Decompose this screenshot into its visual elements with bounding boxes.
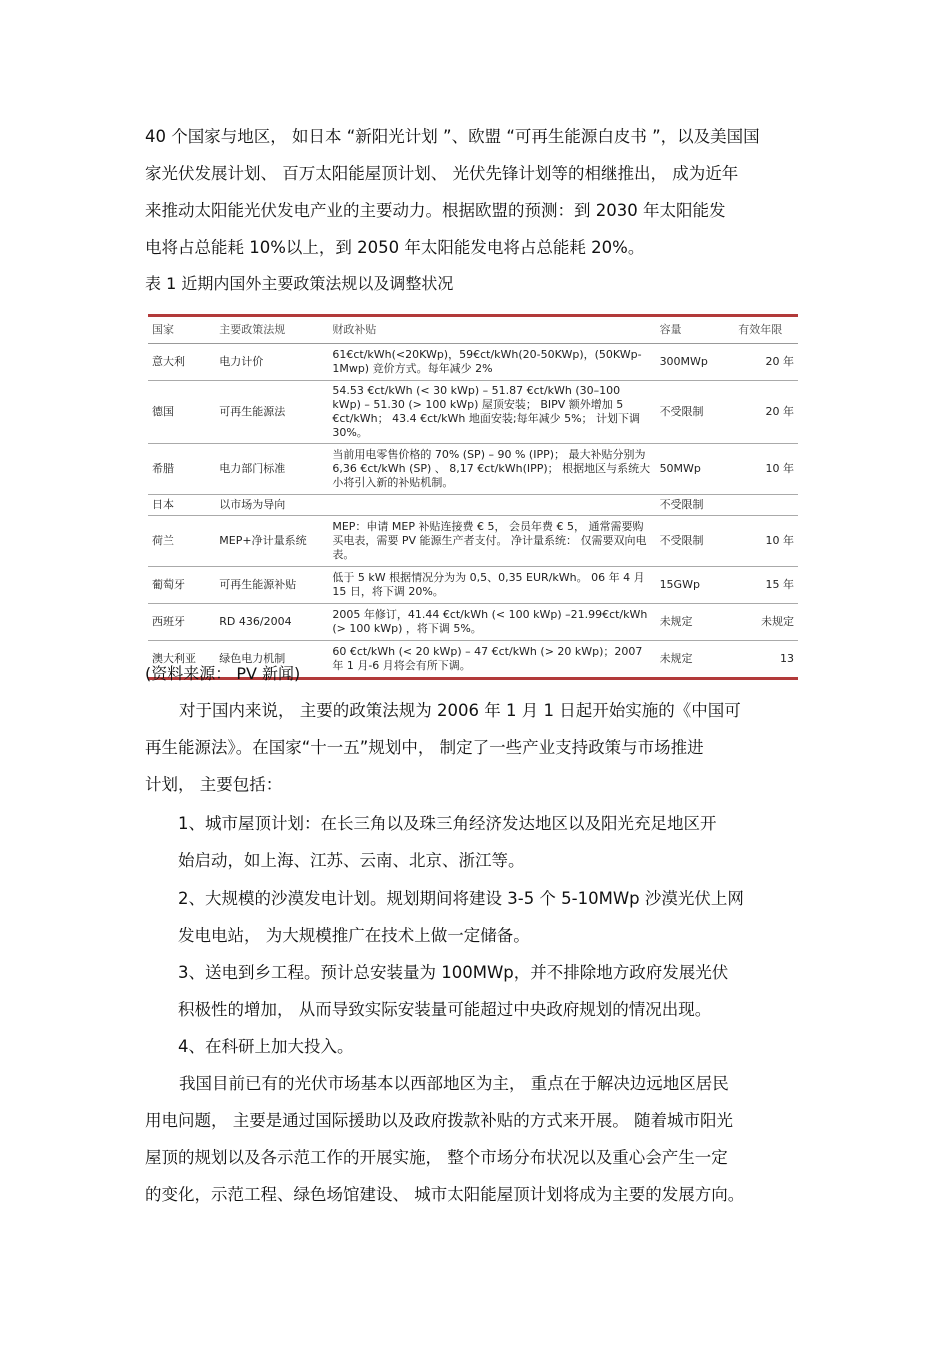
policy-table — [148, 314, 798, 680]
cell-capacity: 不受限制 — [656, 495, 735, 516]
table-row — [148, 381, 798, 444]
conclusion-line: 的变化，示范工程、绿色场馆建设、 城市太阳能屋顶计划将成为主要的发展方向。 — [145, 1185, 745, 1204]
cell-capacity: 15GWp — [656, 567, 735, 604]
list-item — [178, 1028, 808, 1065]
cell-law: 绿色电力机制 — [215, 641, 328, 679]
cell-country: 希腊 — [148, 444, 215, 495]
cell-law: 可再生能源法 — [215, 381, 328, 444]
conclusion-line: 屋顶的规划以及各示范工作的开展实施， 整个市场分布状况以及重心会产生一定 — [145, 1148, 728, 1167]
cell-country: 德国 — [148, 381, 215, 444]
cell-country: 日本 — [148, 495, 215, 516]
list-line: 始启动，如上海、江苏、云南、北京、浙江等。 — [178, 851, 525, 870]
list-line: 2、大规模的沙漠发电计划。规划期间将建设 3-5 个 5-10MWp 沙漠光伏上网 — [178, 889, 744, 908]
cell-years: 10 年 — [734, 444, 798, 495]
cell-years — [734, 495, 798, 516]
cell-subsidy: 54.53 €ct/kWh (< 30 kWp) – 51.87 €ct/kWh (30–100 kWp) – 51.30 (> 100 kWp) 屋顶安装； BIPV 额外增加 5 €ct/kWh； 43.4 €ct/kWh 地面安装;每年减少 5%； 计划下调 30%。 — [328, 381, 655, 444]
cell-law: 电力计价 — [215, 344, 328, 381]
intro-paragraph — [145, 118, 805, 266]
list-line: 1、城市屋顶计划：在长三角以及珠三角经济发达地区以及阳光充足地区开 — [178, 814, 717, 833]
list-item — [178, 805, 808, 879]
cell-law: 电力部门标准 — [215, 444, 328, 495]
list-item — [178, 954, 808, 1028]
header-capacity: 容量 — [659, 323, 682, 336]
cell-country: 意大利 — [148, 344, 215, 381]
cell-subsidy: 61€ct/kWh(<20KWp)，59€ct/kWh(20-50KWp)，(50KWp-1Mwp) 竞价方式。每年减少 2% — [328, 344, 655, 381]
cell-law: 可再生能源补贴 — [215, 567, 328, 604]
cell-capacity: 不受限制 — [656, 516, 735, 567]
header-subsidy: 财政补贴 — [332, 323, 377, 336]
cell-subsidy — [328, 495, 655, 516]
table-row — [148, 444, 798, 495]
conclusion-paragraph — [145, 1065, 805, 1213]
table-caption: 表 1 近期内国外主要政策法规以及调整状况 — [145, 274, 454, 293]
domestic-line: 计划， 主要包括： — [145, 775, 283, 794]
header-years: 有效年限 — [738, 323, 783, 336]
cell-country: 澳大利亚 — [148, 641, 215, 679]
cell-capacity: 50MWp — [656, 444, 735, 495]
cell-subsidy: MEP：申请 MEP 补贴连接费 € 5， 会员年费 € 5， 通常需要购买电表，需要 PV 能源生产者支付。 净计量系统： 仅需要双向电表。 — [328, 516, 655, 567]
cell-country: 葡萄牙 — [148, 567, 215, 604]
cell-subsidy: 2005 年修订，41.44 €ct/kWh (< 100 kWp) –21.99€ct/kWh (> 100 kWp) ，将下调 5%。 — [328, 604, 655, 641]
table-row — [148, 495, 798, 516]
list-item — [178, 880, 808, 954]
table-row — [148, 344, 798, 381]
cell-subsidy: 当前用电零售价格的 70% (SP) – 90 % (IPP)； 最大补贴分别为 6,36 €ct/kWh (SP) 、 8,17 €ct/kWh(IPP)； 根据地区与系统大小将引入新的补贴机制。 — [328, 444, 655, 495]
list-line: 4、在科研上加大投入。 — [178, 1037, 354, 1056]
intro-line: 家光伏发展计划、 百万太阳能屋顶计划、 光伏先锋计划等的相继推出， 成为近年 — [145, 164, 739, 183]
cell-years: 20 年 — [734, 381, 798, 444]
conclusion-line: 用电问题， 主要是通过国际援助以及政府拨款补贴的方式来开展。 随着城市阳光 — [145, 1111, 733, 1130]
cell-years: 20 年 — [734, 344, 798, 381]
table-row — [148, 604, 798, 641]
list-line: 积极性的增加， 从而导致实际安装量可能超过中央政府规划的情况出现。 — [178, 1000, 712, 1019]
table-source: (资料来源： PV 新闻) — [145, 664, 301, 683]
cell-capacity: 未规定 — [656, 641, 735, 679]
cell-country: 西班牙 — [148, 604, 215, 641]
cell-law: 以市场为导向 — [215, 495, 328, 516]
cell-subsidy: 低于 5 kW 根据情况分为为 0,5、0,35 EUR/kWh。 06 年 4 月 15 日，将下调 20%。 — [328, 567, 655, 604]
table-row — [148, 516, 798, 567]
cell-years: 15 年 — [734, 567, 798, 604]
cell-law: MEP+净计量系统 — [215, 516, 328, 567]
header-law: 主要政策法规 — [219, 323, 286, 336]
domestic-paragraph — [145, 692, 805, 803]
cell-years: 未规定 — [734, 604, 798, 641]
header-country: 国家 — [152, 323, 174, 336]
table-header-row — [148, 316, 798, 344]
cell-years: 10 年 — [734, 516, 798, 567]
cell-subsidy: 60 €ct/kWh (< 20 kWp) – 47 €ct/kWh (> 20 kWp)；2007 年 1 月-6 月将会有所下调。 — [328, 641, 655, 679]
cell-capacity: 未规定 — [656, 604, 735, 641]
intro-line: 电将占总能耗 10%以上，到 2050 年太阳能发电将占总能耗 20%。 — [145, 238, 645, 257]
domestic-line: 对于国内来说， 主要的政策法规为 2006 年 1 月 1 日起开始实施的《中国可 — [179, 701, 741, 720]
list-line: 发电电站， 为大规模推广在技术上做一定储备。 — [178, 926, 530, 945]
list-line: 3、送电到乡工程。预计总安装量为 100MWp，并不排除地方政府发展光伏 — [178, 963, 729, 982]
intro-line: 40 个国家与地区， 如日本 “新阳光计划 ”、欧盟 “可再生能源白皮书 ”，以及美国国 — [145, 127, 760, 146]
cell-law: RD 436/2004 — [215, 604, 328, 641]
cell-years: 13 — [734, 641, 798, 679]
cell-capacity: 不受限制 — [656, 381, 735, 444]
intro-line: 来推动太阳能光伏发电产业的主要动力。根据欧盟的预测：到 2030 年太阳能发 — [145, 201, 726, 220]
table-row — [148, 567, 798, 604]
cell-capacity: 300MWp — [656, 344, 735, 381]
domestic-line: 再生能源法》。在国家“十一五”规划中， 制定了一些产业支持政策与市场推进 — [145, 738, 704, 757]
cell-country: 荷兰 — [148, 516, 215, 567]
conclusion-line: 我国目前已有的光伏市场基本以西部地区为主， 重点在于解决边远地区居民 — [179, 1074, 729, 1093]
